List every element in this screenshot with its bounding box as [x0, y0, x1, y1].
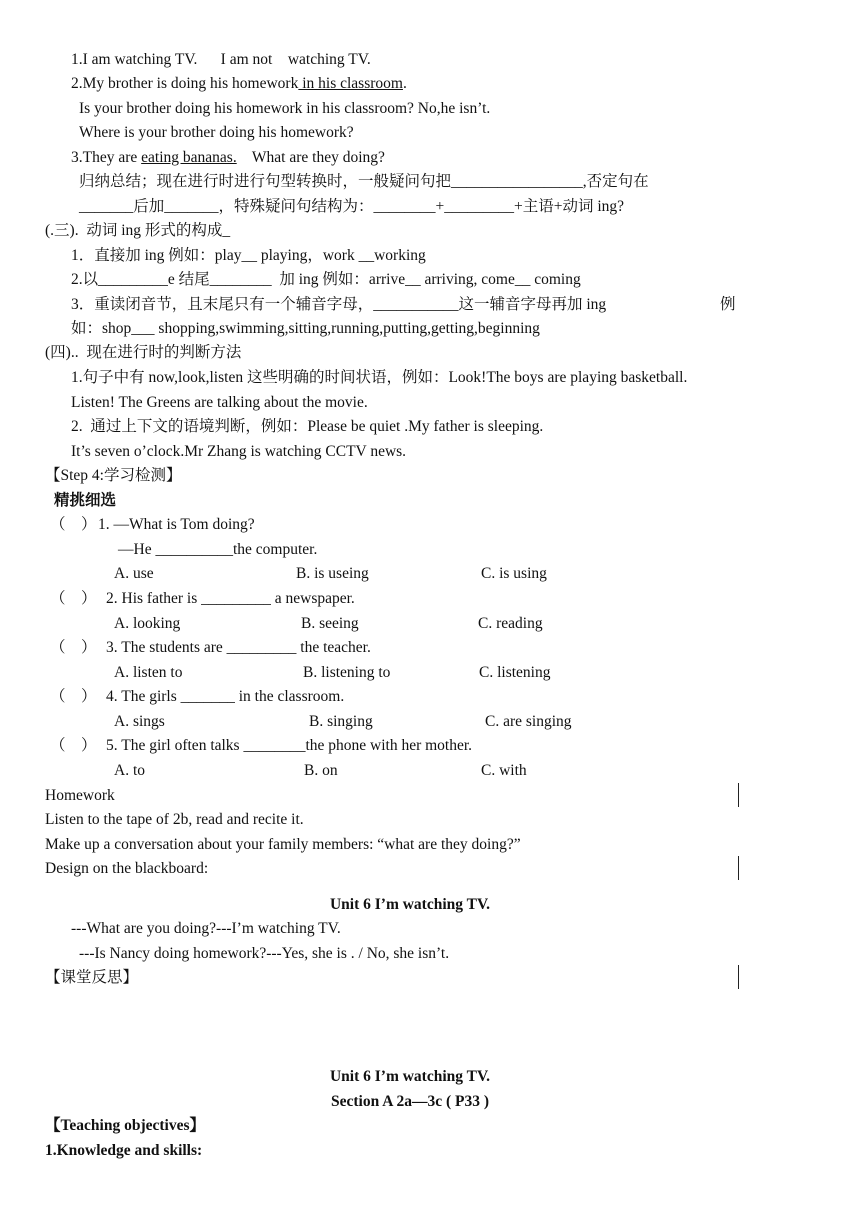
method-2: 2. 通过上下文的语境判断，例如：Please be quiet .My father is sleeping.: [71, 418, 544, 435]
option-c: C. are singing: [485, 713, 572, 730]
question-2-stem: 2. His father is _________ a newspaper.: [106, 590, 355, 607]
rule-3-example: 如：shop___ shopping,swimming,sitting,running,putting,getting,beginning: [71, 320, 540, 337]
option-a: A. looking: [114, 615, 181, 632]
option-a: A. use: [114, 565, 154, 582]
homework-item-2: Make up a conversation about your family members: “what are they doing?”: [45, 836, 521, 853]
rule-3: 3．重读闭音节，且末尾只有一个辅音字母，___________这一辅音字母再加 ing: [71, 296, 607, 313]
summary-line-2: _______后加_______，特殊疑问句结构为：________+_________+主语+动词 ing?: [79, 198, 625, 215]
option-b: B. listening to: [303, 664, 391, 681]
sentence-1: 1.I am watching TV. I am not watching TV.: [71, 51, 371, 68]
sentence-2-end: .: [402, 75, 407, 92]
underlined-phrase: in his classroom: [298, 75, 403, 92]
homework-item-1: Listen to the tape of 2b, read and recite it.: [45, 811, 304, 828]
question-5-stem: 5. The girl often talks ________the phone with her mother.: [106, 737, 473, 754]
table-border-mark: [738, 856, 739, 880]
option-c: C. reading: [478, 615, 543, 632]
underlined-phrase-2: eating bananas.: [141, 149, 237, 166]
sentence-3-text: 3.They are: [71, 149, 142, 166]
special-question: Where is your brother doing his homework?: [79, 124, 354, 141]
summary-line-1: 归纳总结；现在进行时进行句型转换时，一般疑问句把_________________,否定句在: [79, 173, 649, 190]
question-1-stem: 1. —What is Tom doing?: [98, 516, 255, 533]
step-4-title: 【Step 4:学习检测】: [45, 467, 182, 484]
answer-paren-3[interactable]: （ ）: [50, 639, 97, 656]
section-4-title: (四).. 现在进行时的判断方法: [45, 344, 242, 361]
blackboard-label: Design on the blackboard:: [45, 860, 209, 877]
homework-title: Homework: [45, 787, 115, 804]
option-a: A. listen to: [114, 664, 183, 681]
blackboard-title: Unit 6 I’m watching TV.: [329, 896, 491, 913]
method-2-example: It’s seven o’clock.Mr Zhang is watching CCTV news.: [71, 443, 407, 460]
sentence-2-text: 2.My brother is doing his homework: [71, 75, 299, 92]
reflection-heading: 【课堂反思】: [45, 969, 139, 986]
blackboard-line-1: ---What are you doing?---I’m watching TV.: [71, 920, 341, 937]
section-3-title: (.三). 动词 ing 形式的构成_: [45, 222, 231, 239]
question-4-stem: 4. The girls _______ in the classroom.: [106, 688, 345, 705]
option-c: C. with: [481, 762, 527, 779]
answer-paren-5[interactable]: （ ）: [50, 737, 97, 754]
knowledge-skills-heading: 1.Knowledge and skills:: [45, 1142, 203, 1159]
step-4-subtitle: 精挑细选: [54, 492, 117, 509]
table-border-mark: [738, 783, 739, 807]
option-b: B. seeing: [301, 615, 359, 632]
method-1-example: Listen! The Greens are talking about the movie.: [71, 394, 368, 411]
option-c: C. is using: [481, 565, 547, 582]
lesson-title: Unit 6 I’m watching TV.: [329, 1068, 491, 1085]
rule-2: 2.以_________e 结尾________ 加 ing 例如：arrive__ arriving, come__ coming: [71, 271, 581, 288]
option-b: B. is useing: [296, 565, 369, 582]
option-b: B. singing: [309, 713, 373, 730]
question-1-stem-2: —He __________the computer.: [118, 541, 318, 558]
answer-paren-4[interactable]: （ ）: [50, 688, 97, 705]
general-question: Is your brother doing his homework in his classroom? No,he isn’t.: [79, 100, 491, 117]
sentence-3: [71, 148, 385, 168]
sentence-3-question: What are they doing?: [236, 149, 385, 166]
blackboard-line-2: ---Is Nancy doing homework?---Yes, she is . / No, she isn’t.: [79, 945, 450, 962]
answer-paren-2[interactable]: （ ）: [50, 590, 97, 607]
table-border-mark: [738, 965, 739, 989]
answer-paren-1[interactable]: （ ）: [50, 516, 97, 533]
sentence-2: [71, 74, 407, 94]
option-a: A. sings: [114, 713, 165, 730]
rule-1: 1．直接加 ing 例如：play__ playing，work __working: [71, 247, 426, 264]
option-c: C. listening: [479, 664, 551, 681]
question-3-stem: 3. The students are _________ the teacher.: [106, 639, 371, 656]
rule-3-li: 例: [720, 296, 736, 313]
method-1: 1.句子中有 now,look,listen 这些明确的时间状语，例如：Look!The boys are playing basketball.: [71, 369, 688, 386]
teaching-objectives-heading: 【Teaching objectives】: [45, 1117, 206, 1134]
option-b: B. on: [304, 762, 338, 779]
lesson-section: Section A 2a—3c ( P33 ): [331, 1093, 489, 1110]
option-a: A. to: [114, 762, 145, 779]
